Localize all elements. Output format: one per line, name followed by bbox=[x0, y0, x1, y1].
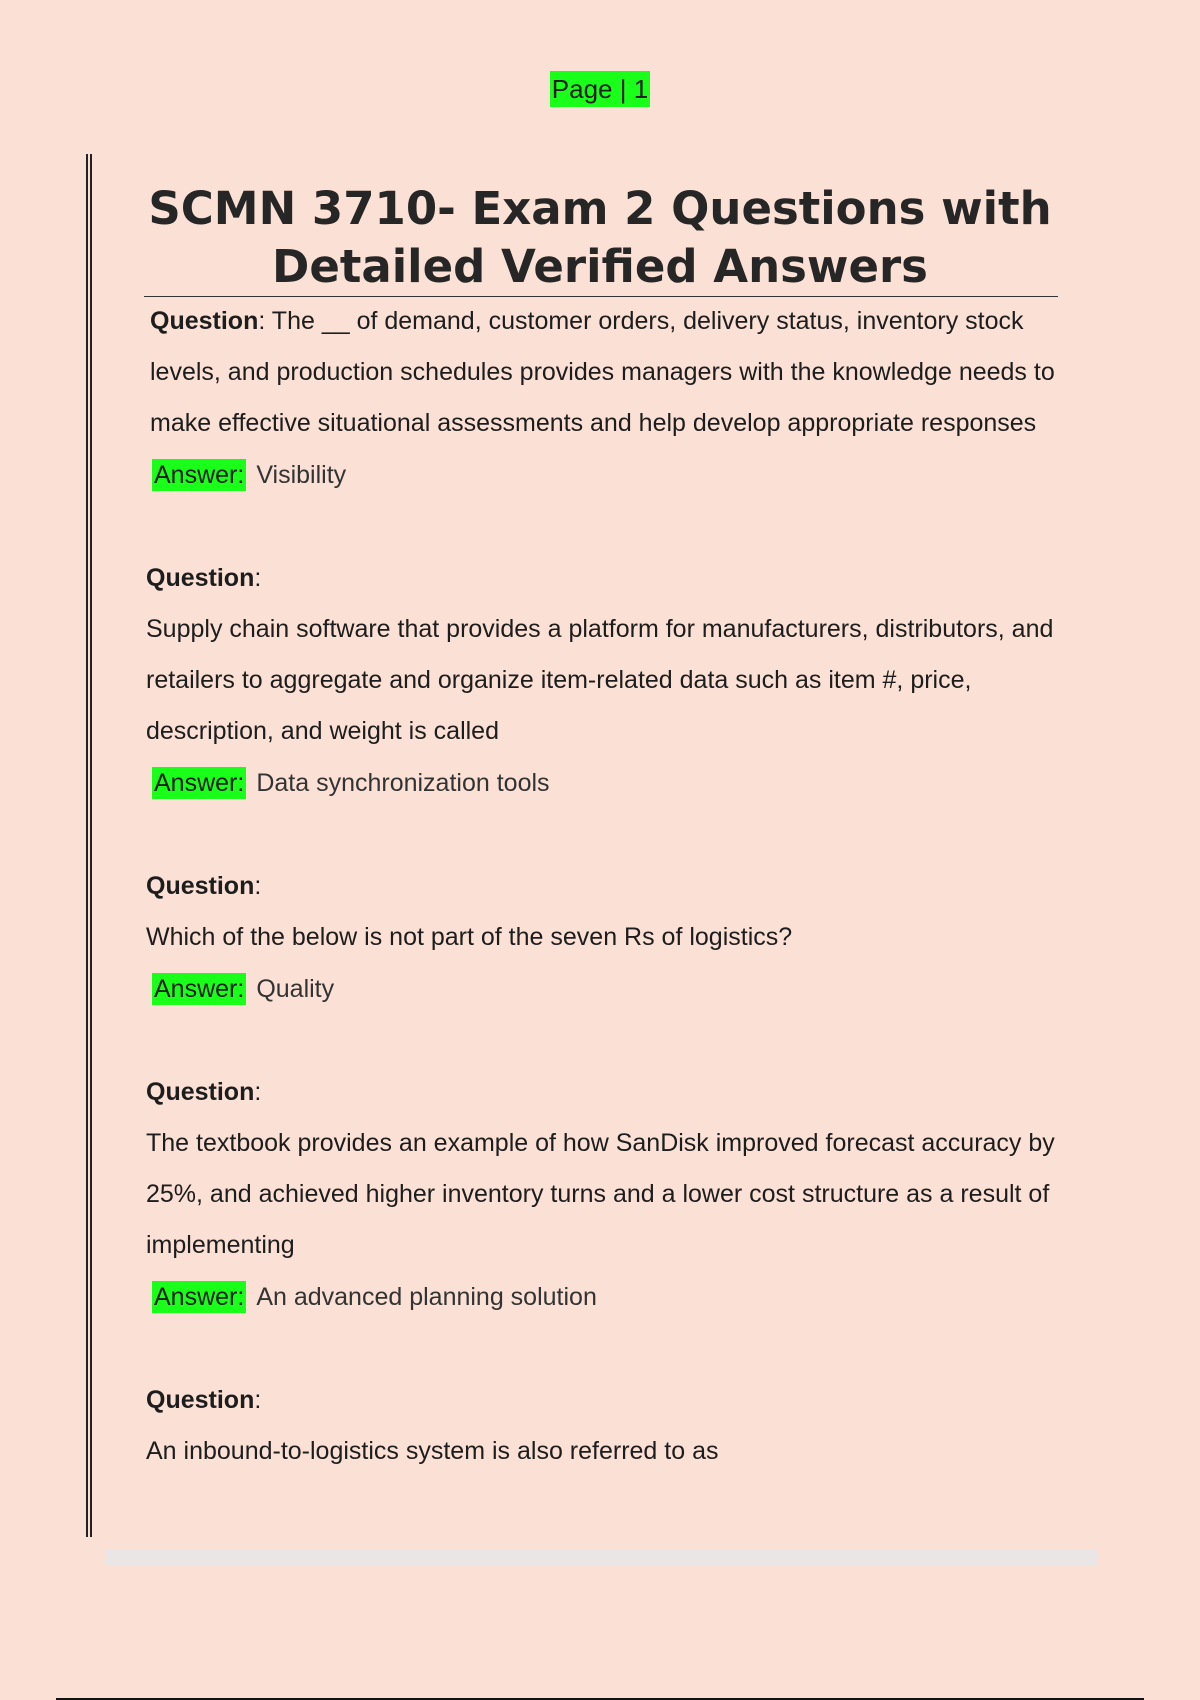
answer-label: Answer: bbox=[154, 1283, 245, 1311]
page-number-label: Page | 1 bbox=[550, 71, 650, 107]
answer-row bbox=[146, 963, 1066, 1015]
question-label: Question bbox=[146, 1078, 255, 1106]
question-text: Which of the below is not part of the seven Rs of logistics? bbox=[146, 923, 793, 951]
answer-text: An advanced planning solution bbox=[256, 1283, 597, 1311]
question-text: The __ of demand, customer orders, delivery status, inventory stock levels, and production schedules provides managers with the knowledge needs to make effective situational assessments and help develop appropriate responses bbox=[150, 307, 1055, 437]
question-heading bbox=[146, 553, 1066, 604]
question-label: Question bbox=[146, 1386, 255, 1414]
left-page-border bbox=[86, 154, 92, 1537]
answer-text: Data synchronization tools bbox=[256, 769, 550, 797]
qa-content bbox=[146, 296, 1066, 1529]
page-header bbox=[0, 71, 1200, 107]
qa-item bbox=[146, 1375, 1066, 1477]
page-bottom-bar bbox=[105, 1550, 1097, 1566]
qa-item bbox=[146, 553, 1066, 809]
qa-item bbox=[146, 861, 1066, 1015]
answer-label: Answer: bbox=[154, 975, 245, 1003]
qa-item bbox=[146, 296, 1066, 501]
question-colon: : bbox=[254, 872, 262, 900]
question-heading bbox=[146, 861, 1066, 912]
question-text: An inbound-to-logistics system is also referred to as bbox=[146, 1437, 719, 1465]
question-block bbox=[146, 296, 1066, 449]
answer-row bbox=[146, 449, 1066, 501]
qa-item bbox=[146, 1067, 1066, 1323]
question-colon: : bbox=[254, 1078, 262, 1106]
answer-label: Answer: bbox=[154, 461, 245, 489]
question-label: Question bbox=[146, 564, 255, 592]
question-text: The textbook provides an example of how SanDisk improved forecast accuracy by 25%, and achieved higher inventory turns and a lower cost structure as a result of implementing bbox=[146, 1129, 1055, 1259]
question-text: Supply chain software that provides a platform for manufacturers, distributors, and retailers to aggregate and organize item-related data such as item #, price, description, and weight is called bbox=[146, 615, 1054, 745]
answer-label: Answer: bbox=[154, 769, 245, 797]
question-colon: : bbox=[254, 564, 262, 592]
answer-text: Quality bbox=[256, 975, 335, 1003]
question-label: Question bbox=[150, 307, 259, 335]
answer-text: Visibility bbox=[256, 461, 347, 489]
question-label: Question bbox=[146, 872, 255, 900]
question-heading bbox=[146, 1067, 1066, 1118]
document-title: SCMN 3710- Exam 2 Questions with Detailed Verified Answers bbox=[148, 182, 1052, 293]
question-heading bbox=[146, 1375, 1066, 1426]
question-colon: : bbox=[258, 307, 266, 335]
answer-row bbox=[146, 757, 1066, 809]
question-colon: : bbox=[254, 1386, 262, 1414]
answer-row bbox=[146, 1271, 1066, 1323]
